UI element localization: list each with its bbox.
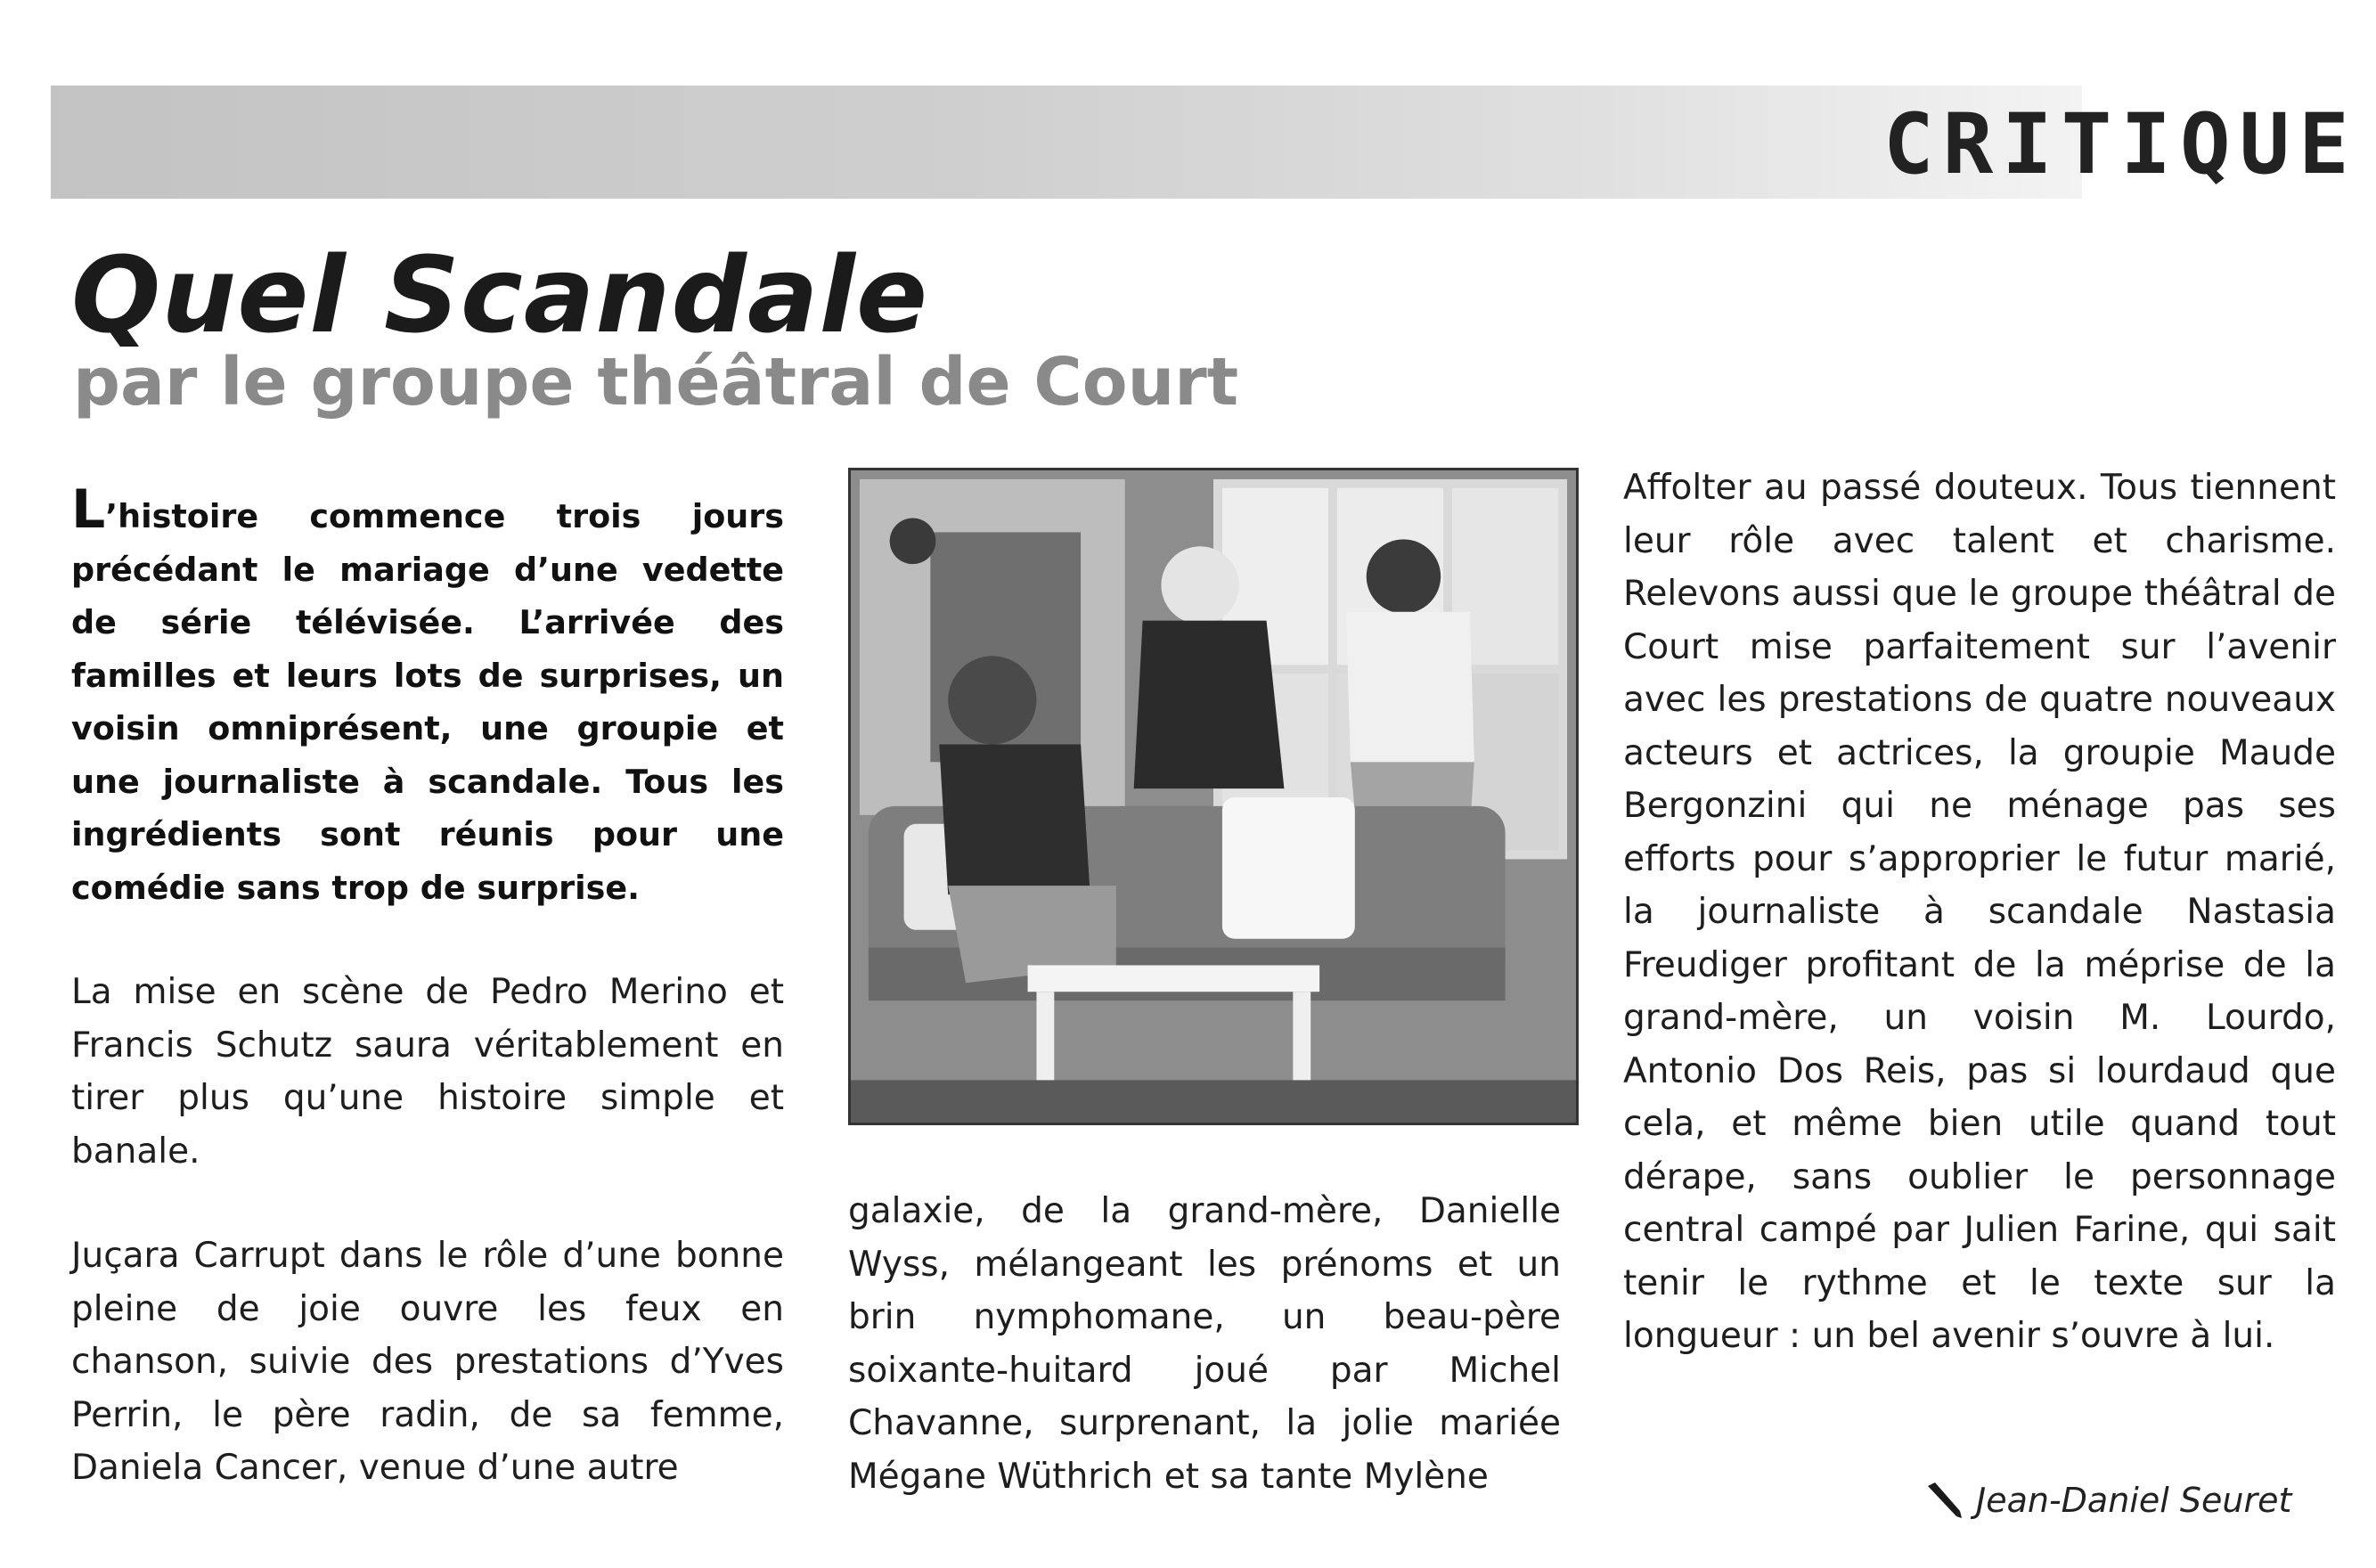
- section-label: CRITIQUE: [1883, 95, 2358, 193]
- paragraph-2-part-1: Juçara Carrupt dans le rôle d’une bonne pleine de joie ouvre les feux en chanson, suivie des prestations d’Yves Perrin, le père radin, de sa femme, Daniela Cancer, venue d’une autre: [71, 1236, 784, 1488]
- section-banner: [51, 86, 2082, 199]
- stage-scene-photo: [848, 468, 1579, 1125]
- author-name: Jean-Daniel Seuret: [1976, 1481, 2292, 1520]
- lead-text: ’histoire commence trois jours précédant le mariage d’une vedette de série télévisée. L’arrivée des familles et leurs lots de surprises, un voisin omniprésent, une groupie et une journaliste à scandale. Tous les ingrédients sont réunis pour une comédie sans trop de surprise.: [71, 497, 784, 907]
- column-middle: [848, 1185, 1561, 1555]
- stage-scene-illustration: [851, 470, 1576, 1123]
- paragraph-1: La mise en scène de Pedro Merino et Francis Schutz saura véritablement en tirer plus qu’une histoire simple et banale.: [71, 972, 784, 1172]
- column-left: [71, 478, 784, 1547]
- section-header: [1871, 89, 2358, 200]
- paragraph-2-part-2: galaxie, de la grand-mère, Danielle Wyss, mélangeant les prénoms et un brin nymphomane, un beau-père soixante-huitard joué par Michel Chavanne, surprenant, la jolie mariée Mégane Wüthrich et sa tante Mylène: [848, 1191, 1561, 1497]
- article-subtitle: par le groupe théâtral de Court: [73, 344, 1239, 421]
- article-title: Quel Scandale: [71, 233, 929, 356]
- lead-paragraph: [71, 478, 784, 914]
- pen-icon: [1924, 1481, 1964, 1520]
- byline: [1924, 1474, 2334, 1527]
- drop-cap: L: [71, 478, 106, 541]
- column-right: [1623, 461, 2336, 1415]
- paragraph-2-part-3: Affolter au passé douteux. Tous tiennent leur rôle avec talent et charisme. Relevons aussi que le groupe théâtral de Court mise parfaitement sur l’avenir avec les prestations de quatre nouveaux acteurs et actrices, la groupie Maude Bergonzini qui ne ménage pas ses efforts pour s’approprier le futur marié, la journaliste à scandale Nastasia Freudiger profitant de la méprise de la grand-mère, un voisin M. Lourdo, Antonio Dos Reis, pas si lourdaud que cela, et même bien utile quand tout dérape, sans oublier le personnage central campé par Julien Farine, qui sait tenir le rythme et le texte sur la longueur : un bel avenir s’ouvre à lui.: [1623, 468, 2336, 1356]
